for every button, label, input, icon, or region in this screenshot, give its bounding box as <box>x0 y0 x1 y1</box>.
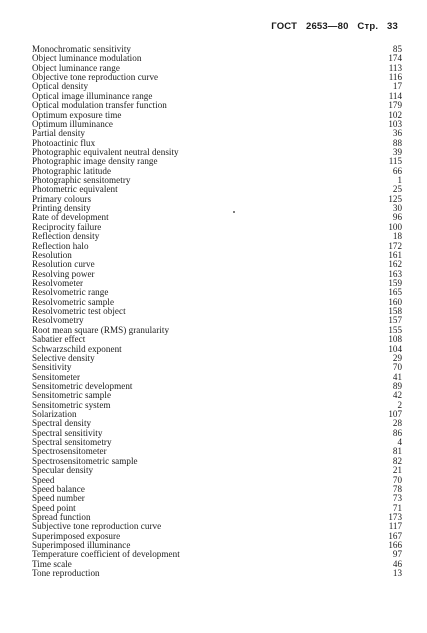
index-page-ref: 107 <box>388 409 402 420</box>
index-page-ref: 174 <box>388 53 402 64</box>
index-term: Speed number <box>32 493 85 504</box>
index-page-ref: 167 <box>388 530 402 541</box>
index-term: Photometric equivalent <box>32 184 118 195</box>
index-page-ref: 70 <box>392 474 402 485</box>
index-term: Sabatier effect <box>32 334 86 345</box>
index-entry <box>32 401 402 410</box>
index-page-ref: 173 <box>388 511 402 522</box>
index-page-ref: 100 <box>388 221 402 232</box>
index-page-ref: 113 <box>388 62 402 73</box>
index-page-ref: 89 <box>392 380 402 391</box>
index-term: Photoactinic flux <box>32 137 96 148</box>
index-term: Spread function <box>32 511 91 522</box>
index-page-ref: 18 <box>392 231 402 242</box>
index-entry <box>32 363 402 372</box>
index-page-ref: 158 <box>388 306 402 317</box>
index-entry <box>32 466 402 475</box>
index-entry <box>32 485 402 494</box>
index-term: Specular density <box>32 465 94 476</box>
index-term: Optical modulation transfer function <box>32 100 167 111</box>
index-term: Subjective tone reproduction curve <box>32 521 162 532</box>
index-page-ref: 125 <box>388 193 402 204</box>
index-page-ref: 160 <box>388 296 402 307</box>
index-term: Resolving power <box>32 268 95 279</box>
index-page-ref: 166 <box>388 540 402 551</box>
index-entry <box>32 120 402 129</box>
index-page-ref: 13 <box>392 568 402 579</box>
index-page-ref: 115 <box>388 156 402 167</box>
index-page-ref: 30 <box>392 203 402 214</box>
index-page-ref: 28 <box>392 418 402 429</box>
index-term: Sensitometric system <box>32 399 111 410</box>
index-term: Optical density <box>32 81 89 92</box>
index-term: Sensitometer <box>32 371 81 382</box>
index-term: Photographic latitude <box>32 165 112 176</box>
index-page-ref: 29 <box>392 352 402 363</box>
index-term: Schwarzschild exponent <box>32 343 122 354</box>
index-term: Reflection halo <box>32 240 89 251</box>
index-term: Root mean square (RMS) granularity <box>32 324 170 335</box>
index-term: Sensitometric sample <box>32 390 112 401</box>
index-page-ref: 66 <box>392 165 402 176</box>
index-page-ref: 73 <box>392 493 402 504</box>
index-term: Spectral density <box>32 418 92 429</box>
index-page-ref: 25 <box>392 184 402 195</box>
index-term: Superimposed exposure <box>32 530 121 541</box>
index-term: Spectral sensitometry <box>32 437 112 448</box>
index-term: Objective tone reproduction curve <box>32 72 159 83</box>
index-term: Printing density <box>32 203 91 214</box>
index-term: Tone reproduction <box>32 568 100 579</box>
index-term: Optimum illuminance <box>32 118 114 129</box>
index-page-ref: 2 <box>397 399 402 410</box>
index-term: Reflection density <box>32 231 100 242</box>
index-page-ref: 108 <box>388 334 402 345</box>
index-term: Object luminance range <box>32 62 120 73</box>
standard-number: 2653—80 <box>305 21 349 32</box>
index-page-ref: 46 <box>392 558 402 569</box>
index-term: Reciprocity failure <box>32 221 102 232</box>
index-entry <box>32 270 402 279</box>
page-number: 33 <box>387 21 398 32</box>
index-term: Spectrosensitometric sample <box>32 455 138 466</box>
index-entry <box>32 242 402 251</box>
index-entry <box>32 307 402 316</box>
index-page-ref: 161 <box>388 249 402 260</box>
index-page-ref: 172 <box>388 240 402 251</box>
index-term: Superimposed illuminance <box>32 540 131 551</box>
index-page-ref: 36 <box>392 128 402 139</box>
index-term: Sensitometric development <box>32 380 133 391</box>
index-term: Optical image illuminance range <box>32 90 153 101</box>
index-page-ref: 86 <box>392 427 402 438</box>
term-index-list <box>32 45 402 578</box>
index-page-ref: 103 <box>388 118 402 129</box>
index-page-ref: 163 <box>388 268 402 279</box>
index-term: Photographic image density range <box>32 156 158 167</box>
index-page-ref: 4 <box>397 437 402 448</box>
index-page-ref: 17 <box>392 81 402 92</box>
index-page-ref: 71 <box>392 502 402 513</box>
index-page-ref: 162 <box>388 259 402 270</box>
index-entry <box>32 476 402 485</box>
index-page-ref: 42 <box>392 390 402 401</box>
index-page-ref: 117 <box>388 521 402 532</box>
index-term: Selective density <box>32 352 95 363</box>
index-term: Optimum exposure time <box>32 109 122 120</box>
index-entry <box>32 550 402 559</box>
index-page-ref: 179 <box>388 100 402 111</box>
index-term: Monochromatic sensitivity <box>32 44 131 54</box>
index-term: Object luminance modulation <box>32 53 142 64</box>
index-page-ref: 157 <box>388 315 402 326</box>
index-term: Spectrosensitometer <box>32 446 107 457</box>
index-entry <box>32 354 402 363</box>
index-page-ref: 102 <box>388 109 402 120</box>
index-page-ref: 96 <box>392 212 402 223</box>
index-page-ref: 88 <box>392 137 402 148</box>
index-page-ref: 39 <box>392 146 402 157</box>
index-page-ref: 78 <box>392 483 402 494</box>
index-page-ref: 116 <box>388 72 402 83</box>
index-page-ref: 85 <box>392 44 402 54</box>
page-header <box>271 21 398 32</box>
index-page-ref: 114 <box>388 90 402 101</box>
index-page-ref: 41 <box>392 371 402 382</box>
index-page-ref: 165 <box>388 287 402 298</box>
index-term: Primary colours <box>32 193 92 204</box>
index-page-ref: 155 <box>388 324 402 335</box>
index-term: Time scale <box>32 558 72 569</box>
index-page-ref: 97 <box>392 549 402 560</box>
index-term: Rate of development <box>32 212 109 223</box>
index-entry <box>32 326 402 335</box>
index-term: Speed point <box>32 502 76 513</box>
index-term: Photographic equivalent neutral density <box>32 146 179 157</box>
index-term: Photographic sensitometry <box>32 175 131 186</box>
index-term: Resolvometry <box>32 315 84 326</box>
index-page-ref: 82 <box>392 455 402 466</box>
index-term: Solarization <box>32 409 77 420</box>
index-page-ref: 81 <box>392 446 402 457</box>
index-entry <box>32 494 402 503</box>
index-term: Speed <box>32 474 55 485</box>
index-page-ref: 159 <box>388 277 402 288</box>
page-label: Стр. <box>357 21 379 32</box>
index-page-ref: 21 <box>392 465 402 476</box>
index-page-ref: 104 <box>388 343 402 354</box>
index-term: Resolution <box>32 249 72 260</box>
index-term: Resolution curve <box>32 259 95 270</box>
standard-label: ГОСТ <box>271 21 298 32</box>
index-term: Resolvometric sample <box>32 296 115 307</box>
index-term: Speed balance <box>32 483 85 494</box>
index-term: Resolvometric range <box>32 287 109 298</box>
index-term: Partial density <box>32 128 86 139</box>
index-term: Temperature coefficient of development <box>32 549 180 560</box>
index-term: Resolvometric test object <box>32 306 126 317</box>
index-term: Resolvometer <box>32 277 84 288</box>
index-page-ref: 1 <box>397 175 402 186</box>
print-speck <box>233 211 235 213</box>
index-entry <box>32 569 402 578</box>
index-page-ref: 70 <box>392 362 402 373</box>
index-term: Spectral sensitivity <box>32 427 103 438</box>
index-term: Sensitivity <box>32 362 72 373</box>
